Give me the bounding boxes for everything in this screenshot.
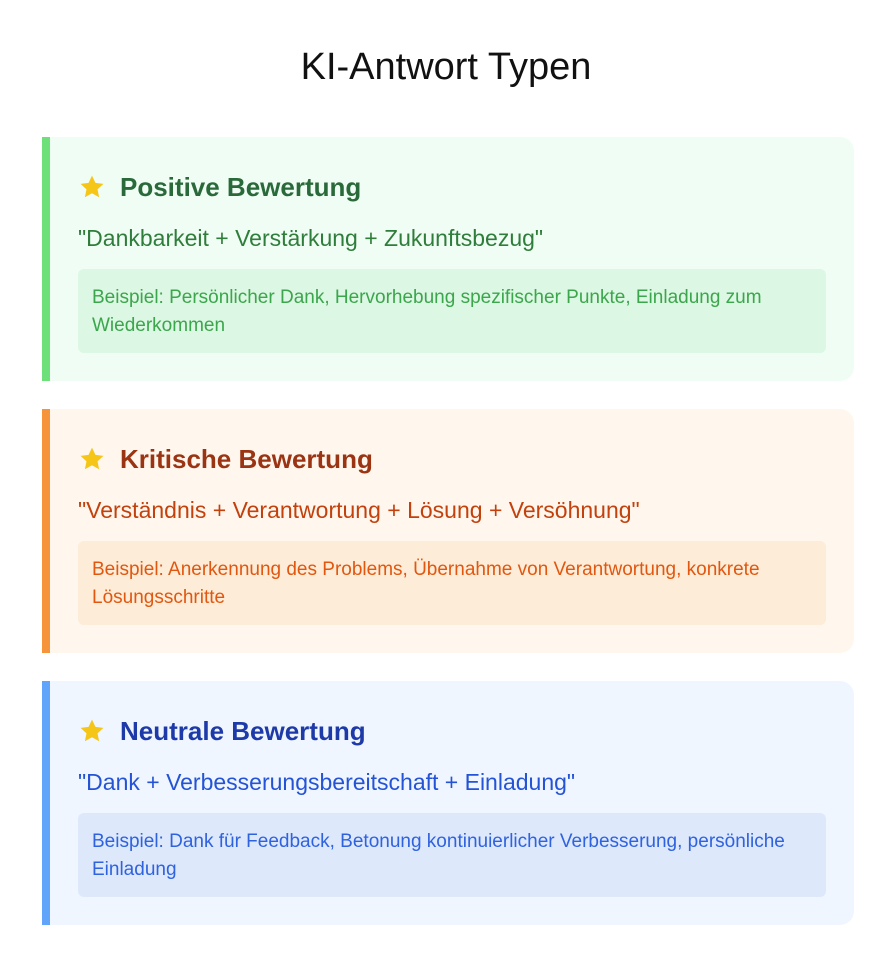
- star-icon: [78, 445, 106, 473]
- page-title: KI-Antwort Typen: [300, 46, 592, 88]
- card-neutral-review: [42, 681, 854, 925]
- star-icon: [78, 173, 106, 201]
- card-critical-review: [42, 409, 854, 653]
- card-accent-bar: [42, 681, 50, 925]
- card-formula: "Verständnis + Verantwortung + Lösung + Versöhnung": [78, 497, 640, 523]
- card-title: Neutrale Bewertung: [120, 716, 366, 746]
- card-accent-bar: [42, 137, 50, 381]
- card-accent-bar: [42, 409, 50, 653]
- card-title: Positive Bewertung: [120, 172, 362, 202]
- star-icon: [78, 717, 106, 745]
- card-header: [78, 715, 366, 747]
- card-title: Kritische Bewertung: [120, 444, 373, 474]
- example-box: Beispiel: Dank für Feedback, Betonung kontinuierlicher Verbesserung, persönliche Einladung: [78, 813, 826, 897]
- card-header: [78, 443, 373, 475]
- card-header: [78, 171, 361, 203]
- example-box: Beispiel: Persönlicher Dank, Hervorhebung spezifischer Punkte, Einladung zum Wiederkommen: [78, 269, 826, 353]
- card-formula: "Dank + Verbesserungsbereitschaft + Einladung": [78, 769, 576, 795]
- card-formula: "Dankbarkeit + Verstärkung + Zukunftsbezug": [78, 225, 544, 251]
- card-positive-review: [42, 137, 854, 381]
- example-box: Beispiel: Anerkennung des Problems, Übernahme von Verantwortung, konkrete Lösungsschritte: [78, 541, 826, 625]
